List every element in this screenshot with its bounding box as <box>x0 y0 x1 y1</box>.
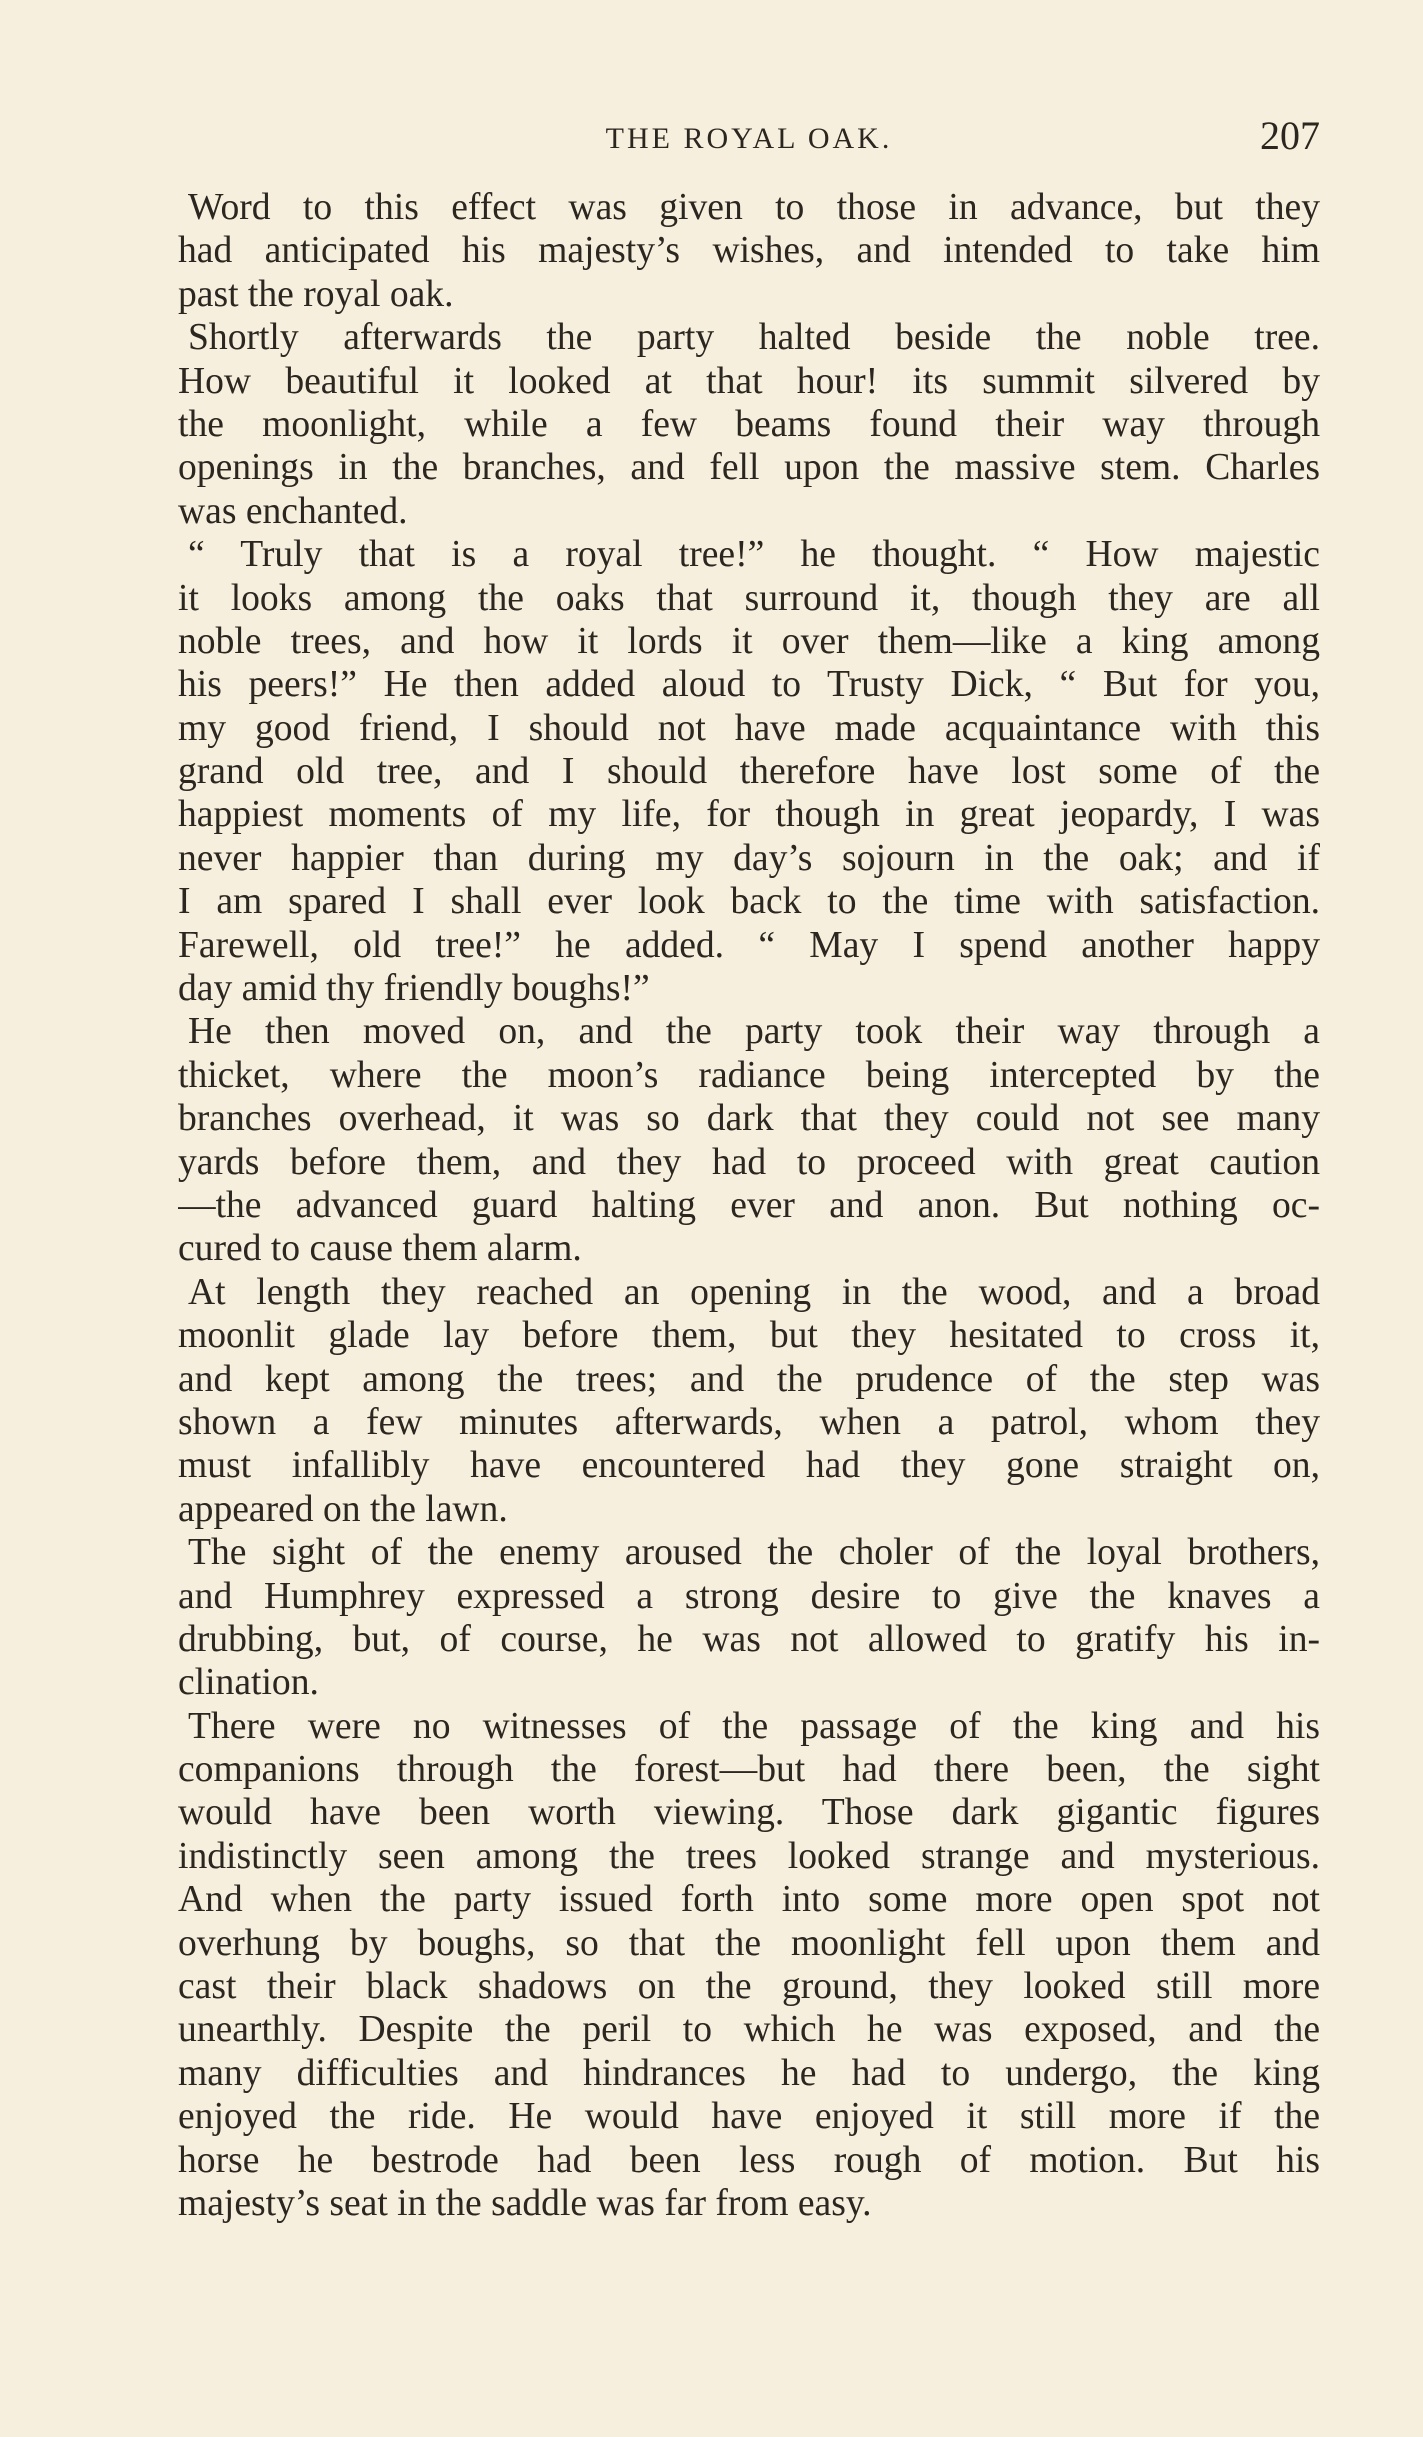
text-line: his peers!” He then added aloud to Trusty Dick, “ But for you, <box>178 664 1320 706</box>
text-line: horse he bestrode had been less rough of motion. But his <box>178 2139 1320 2181</box>
text-line: and Humphrey expressed a strong desire to give the knaves a <box>178 1575 1320 1617</box>
paragraph <box>178 1010 1320 1270</box>
body-text <box>178 186 1320 2225</box>
text-line: openings in the branches, and fell upon the massive stem. Charles <box>178 447 1320 489</box>
text-line: appeared on the lawn. <box>178 1488 508 1530</box>
running-head <box>178 112 1320 162</box>
text-line: it looks among the oaks that surround it, though they are all <box>178 577 1320 619</box>
text-line: grand old tree, and I should therefore have lost some of the <box>178 751 1320 793</box>
running-title: THE ROYAL OAK. <box>605 122 893 155</box>
text-line: never happier than during my day’s sojourn in the oak; and if <box>178 837 1320 879</box>
text-line: “ Truly that is a royal tree!” he thought. “ How majestic <box>188 534 1320 576</box>
text-line: cast their black shadows on the ground, they looked still more <box>178 1966 1320 2008</box>
text-line: noble trees, and how it lords it over them—like a king among <box>178 620 1320 662</box>
paragraph <box>178 1271 1320 1531</box>
text-line: Farewell, old tree!” he added. “ May I spend another happy <box>178 924 1320 966</box>
text-line: Word to this effect was given to those in advance, but they <box>188 187 1320 228</box>
text-line: branches overhead, it was so dark that they could not see many <box>178 1098 1320 1140</box>
text-line: I am spared I shall ever look back to the time with satisfaction. <box>178 881 1320 923</box>
text-line: And when the party issued forth into some more open spot not <box>178 1879 1320 1921</box>
text-line: and kept among the trees; and the prudence of the step was <box>178 1358 1320 1400</box>
text-line: day amid thy friendly boughs!” <box>178 968 650 1010</box>
text-line: At length they reached an opening in the wood, and a broad <box>188 1271 1320 1313</box>
text-line: Shortly afterwards the party halted beside the noble tree. <box>188 317 1320 359</box>
text-line: How beautiful it looked at that hour! its summit silvered by <box>178 360 1320 402</box>
text-line: many difficulties and hindrances he had to undergo, the king <box>178 2052 1320 2094</box>
text-line: was enchanted. <box>178 490 408 532</box>
text-line: cured to cause them alarm. <box>178 1228 582 1270</box>
text-line: He then moved on, and the party took their way through a <box>188 1011 1320 1053</box>
text-line: —the advanced guard halting ever and anon. But nothing oc- <box>178 1184 1320 1226</box>
paragraph <box>178 316 1320 533</box>
paragraph <box>178 1531 1320 1705</box>
paragraph <box>178 186 1320 316</box>
text-line: indistinctly seen among the trees looked strange and mysterious. <box>178 1835 1320 1877</box>
text-line: drubbing, but, of course, he was not allowed to gratify his in- <box>178 1618 1320 1660</box>
text-line: unearthly. Despite the peril to which he was exposed, and the <box>178 2009 1320 2051</box>
text-line: past the royal oak. <box>178 273 454 315</box>
text-line: yards before them, and they had to proceed with great caution <box>178 1141 1320 1183</box>
text-line: happiest moments of my life, for though in great jeopardy, I was <box>178 794 1320 836</box>
text-line: shown a few minutes afterwards, when a patrol, whom they <box>178 1401 1320 1443</box>
text-line: clination. <box>178 1662 319 1704</box>
paragraph <box>178 533 1320 1010</box>
text-line: my good friend, I should not have made acquaintance with this <box>178 707 1320 749</box>
page-number: 207 <box>1260 113 1320 158</box>
text-line: enjoyed the ride. He would have enjoyed it still more if the <box>178 2096 1320 2138</box>
text-line: majesty’s seat in the saddle was far from easy. <box>178 2182 872 2224</box>
text-line: the moonlight, while a few beams found their way through <box>178 403 1320 445</box>
text-line: must infallibly have encountered had they gone straight on, <box>178 1445 1320 1487</box>
text-line: moonlit glade lay before them, but they hesitated to cross it, <box>178 1315 1320 1357</box>
text-line: overhung by boughs, so that the moonlight fell upon them and <box>178 1922 1320 1964</box>
paragraph <box>178 1705 1320 2226</box>
text-line: companions through the forest—but had there been, the sight <box>178 1749 1320 1791</box>
text-line: There were no witnesses of the passage of the king and his <box>188 1705 1320 1747</box>
text-line: thicket, where the moon’s radiance being intercepted by the <box>178 1054 1320 1096</box>
text-line: would have been worth viewing. Those dark gigantic figures <box>178 1792 1320 1834</box>
text-line: had anticipated his majesty’s wishes, and intended to take him <box>178 230 1320 272</box>
text-line: The sight of the enemy aroused the choler of the loyal brothers, <box>188 1532 1320 1574</box>
